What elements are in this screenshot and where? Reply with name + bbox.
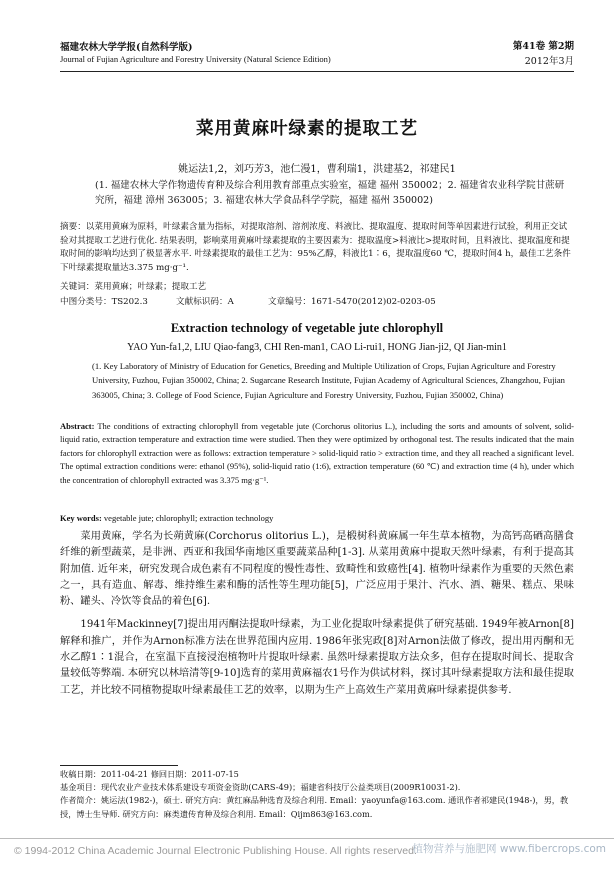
journal-name-en: Journal of Fujian Agriculture and Forestry University (Natural Science Edition) [60,54,331,64]
keywords-en-text: vegetable jute; chlorophyll; extraction technology [103,513,274,523]
document-code: 文献标识码：A [176,297,234,307]
header-rule [60,71,574,72]
keywords-cn: 关键词：菜用黄麻；叶绿素；提取工艺 [60,282,207,292]
abstract-cn: 摘要：以菜用黄麻为原料，叶绿素含量为指标，对提取溶剂、溶剂浓度、料液比、提取温度、提取时间等单因素进行试验，利用正交试验对其提取工艺进行优化. 结果表明，影响菜用黄麻叶绿素提取的主要因素为：提取温度>料液比>提取时间，且料液比、提取温度和提取时间的影响均达到了极显著水平. 叶绿素提取的最佳工艺为：95%乙醇，料液比1∶6，提取温度60 ℃，提取时间4 h，最佳工艺条件下叶绿素提取量达3.375 mg·g⁻¹. [60,222,571,273]
affiliations-en: (1. Key Laboratory of Ministry of Education for Genetics, Breeding and Multiple Utilization of Crops, Fujian Agriculture and Forestry University, Fuzhou, Fujian 350002, China; 2. Sugarcane Research Institute, Fujian Academy of Agricultural Sciences, Zhangzhou, Fujian 363005, China; 3. College of Food Science, Fujian Agriculture and Forestry University, Fuzhou, Fujian 350002, China) [92,361,565,400]
journal-name-cn: 福建农林大学学报(自然科学版) [60,42,193,53]
clc-number: 中图分类号：TS202.3 [60,297,148,307]
keywords-en [60,513,273,523]
body-paragraph: 1941年Mackinney[7]提出用丙酮法提取叶绿素，为工业化提取叶绿素提供了研究基础. 1949年被Arnon[8]解释和推广，并作为Arnon标准方法在世界范围内应用. 1986年张宪政[8]对Arnon法做了修改，提出用丙酮和无水乙醇1∶1混合，在室温下直接浸泡植物叶片提取叶绿素. 虽然叶绿素提取方法众多，但存在提取时间长、提取含量较低等弊端. 本研究以林培清等[9-10]选育的菜用黄麻福农1号作为供试材料，探讨其叶绿素提取方法和最佳提取工艺，并比较不同植物提取叶绿素最佳工艺的效率，以期为生产上高效生产菜用黄麻叶绿素提供参考. [60,619,574,696]
journal-date: 2012年3月 [524,56,574,67]
journal-volume: 第41卷 第2期 [512,41,574,52]
article-title-cn: 菜用黄麻叶绿素的提取工艺 [196,119,418,139]
authors-en: YAO Yun-fa1,2, LIU Qiao-fang3, CHI Ren-man1, CAO Li-rui1, HONG Jian-ji2, QI Jian-min1 [127,342,507,353]
abstract-en-label: Abstract: [60,421,95,431]
footnote-author: 作者简介：姚运法(1982-)，硕士. 研究方向：黄红麻品种选育及综合利用. Email：yaoyunfa@163.com. 通讯作者祁建民(1948-)，男，教授，博士生导师. 研究方向：麻类遗传育种及综合利用. Email：Qijm863@163.com. [60,795,569,819]
body-paragraph: 菜用黄麻，学名为长蒴黄麻(Corchorus olitorius L.)，是椴树科黄麻属一年生草本植物，为高钙高硒高膳食纤维的新型蔬菜，是非洲、西亚和我国华南地区重要蔬菜品种[1-3]. 从菜用黄麻中提取天然叶绿素，有利于提高其附加值. 近年来，研究发现合成色素有不同程度的慢性毒性、致畸性和致癌性[4]. 植物叶绿素作为重要的天然色素之一，具有造血、解毒、维持维生素和酶的活性等生理功能[5]，广泛应用于果汁、汽水、酒、糖果、糕点、果味粉、罐头、冷饮等食品的着色[6]. [60,531,574,608]
affiliations-cn: (1. 福建农林大学作物遗传育种及综合利用教育部重点实验室，福建 福州 350002；2. 福建省农业科学院甘蔗研究所，福建 漳州 363005；3. 福建农林大学食品科学学院，福建 福州 350002) [95,180,565,206]
site-watermark: 植物营养与施肥网 www.fibercrops.com [412,843,606,855]
footnote-rule [60,765,178,766]
bottom-rule [0,838,614,839]
article-number: 文章编号：1671-5470(2012)02-0203-05 [268,297,436,307]
footnote-fund: 基金项目：现代农业产业技术体系建设专项资金资助(CARS-49)；福建省科技厅公益类项目(2009R10031-2). [60,782,461,793]
abstract-en [60,420,574,487]
article-title-en: Extraction technology of vegetable jute chlorophyll [170,321,444,335]
keywords-en-label: Key words: [60,513,102,523]
footnote-received: 收稿日期：2011-04-21 修回日期：2011-07-15 [60,769,239,779]
abstract-en-text: The conditions of extracting chlorophyll from vegetable jute (Corchorus olitorius L.), including the sorts and amounts of solvent, solid-liquid ratio, extraction temperature and extraction time were studied. Then they were optimized by orthogonal test. The results indicated that the main factors for chlorophyll extraction were as follows: extraction temperature > solid-liquid ratio > extraction time, and they all reached a significant level. The optimal extraction conditions were: ethanol (95%), solid-liquid ratio (1:6), extraction temperature (60 ℃) and extraction time (4 h), under which the concentration of chlorophyll extracted was 3.375 mg·g⁻¹. [60,421,574,485]
footnote [60,768,574,821]
copyright-notice: © 1994-2012 China Academic Journal Electronic Publishing House. All rights reserved. [14,845,417,857]
body-text [60,529,574,699]
authors-cn: 姚运法1,2，刘巧芳3，池仁漫1，曹利瑞1，洪建基2，祁建民1 [178,164,456,175]
